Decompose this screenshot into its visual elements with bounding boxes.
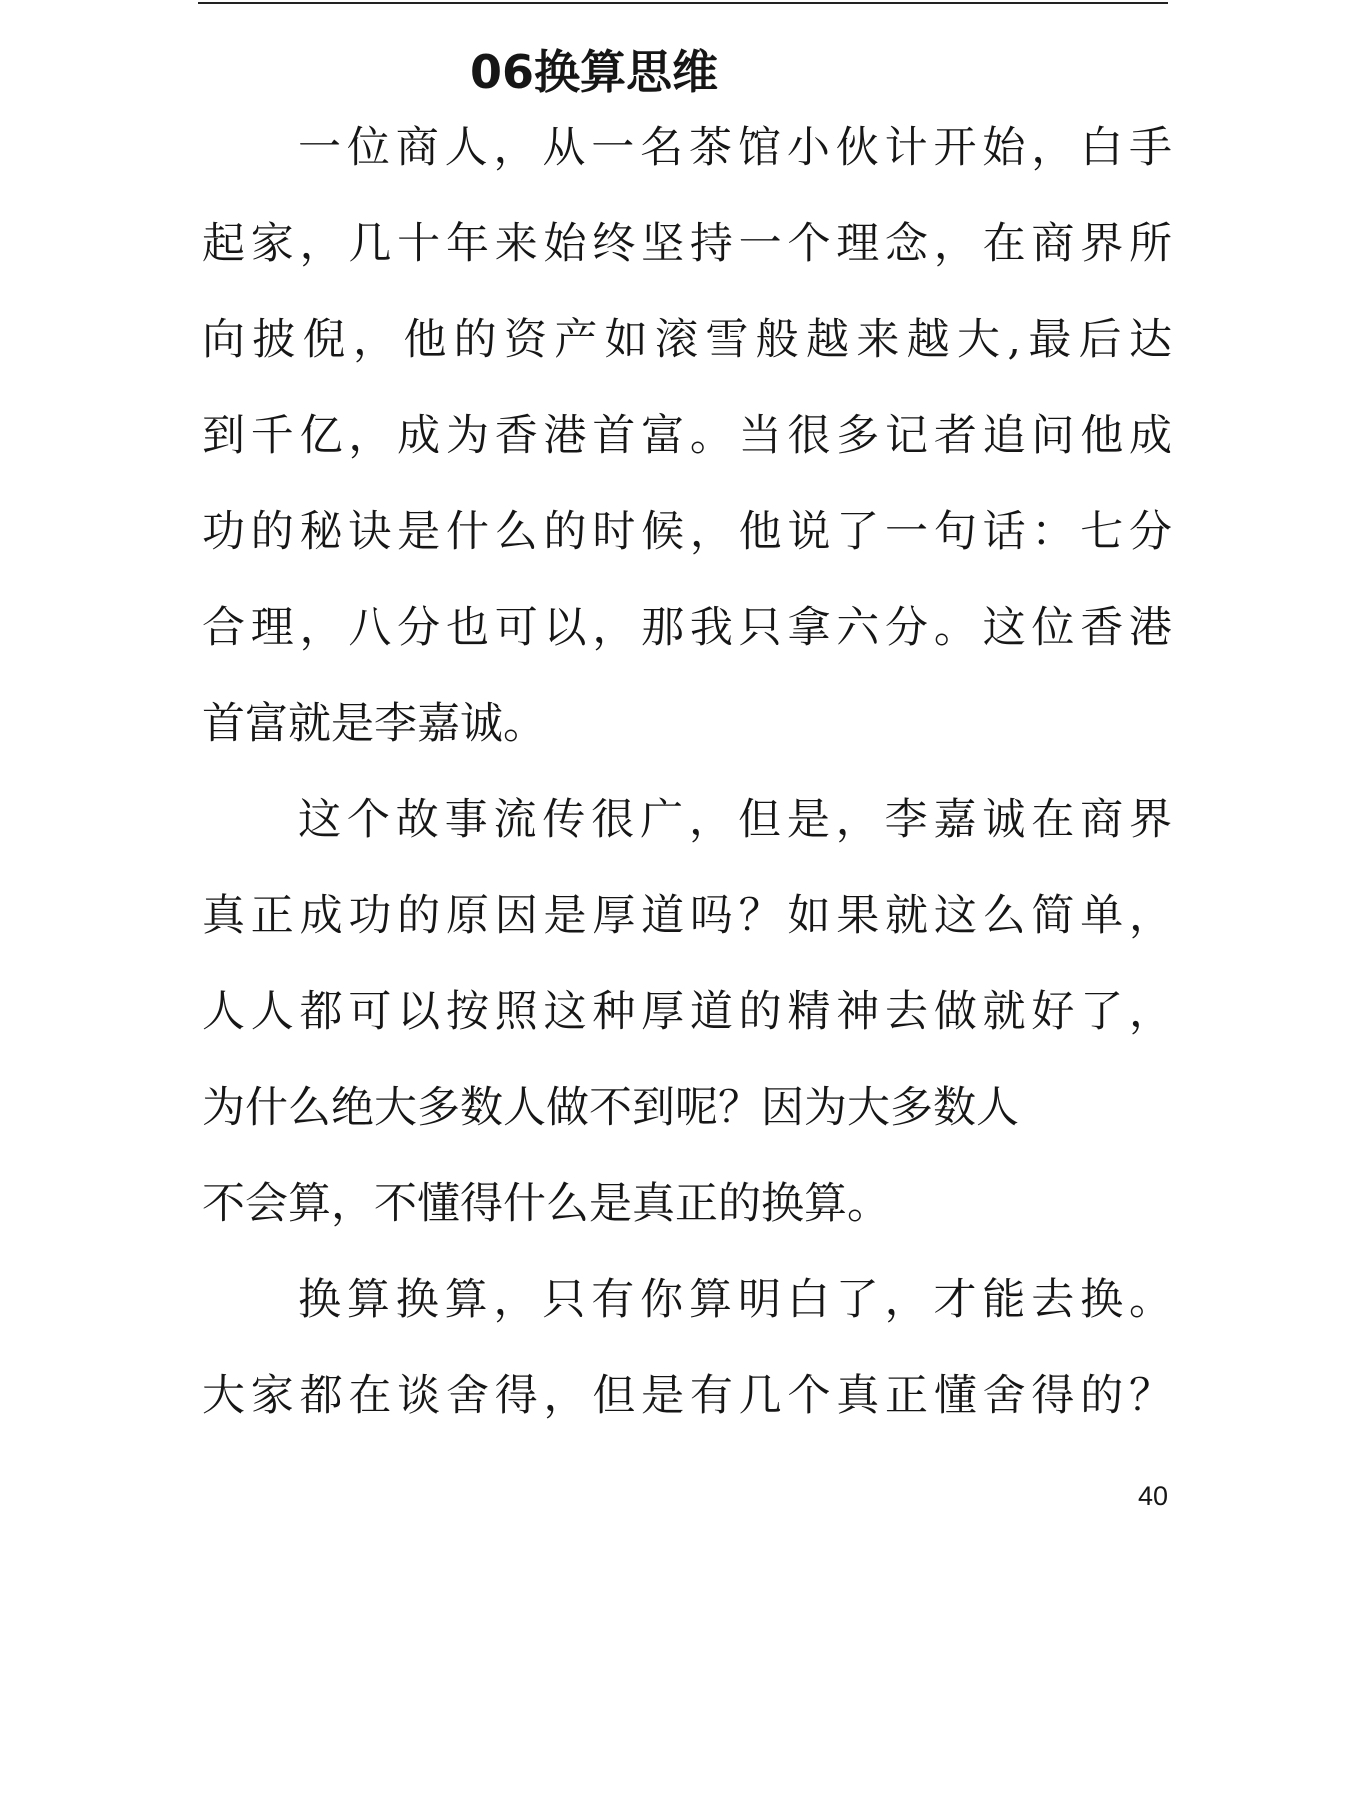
text-line: 到千亿，成为香港首富。当很多记者追问他成 bbox=[202, 411, 1172, 461]
text-line: 首富就是李嘉诚。 bbox=[202, 699, 546, 749]
text-line: 这个故事流传很广，但是，李嘉诚在商界 bbox=[298, 795, 1172, 845]
text-line: 起家，几十年来始终坚持一个理念，在商界所 bbox=[202, 219, 1172, 269]
text-line: 真正成功的原因是厚道吗？如果就这么简单， bbox=[202, 891, 1172, 941]
text-line: 不会算，不懂得什么是真正的换算。 bbox=[202, 1179, 890, 1229]
page-title: 06换算思维 bbox=[470, 45, 719, 99]
text-line: 功的秘诀是什么的时候，他说了一句话：七分 bbox=[202, 507, 1172, 557]
text-line: 人人都可以按照这种厚道的精神去做就好了， bbox=[202, 987, 1172, 1037]
top-rule bbox=[198, 2, 1168, 4]
paragraph-3 bbox=[202, 1252, 1172, 1444]
text-line: 换算换算，只有你算明白了，才能去换。 bbox=[298, 1275, 1172, 1325]
text-line: 一位商人，从一名茶馆小伙计开始，白手 bbox=[298, 123, 1172, 173]
text-line: 向披倪，他的资产如滚雪般越来越大,最后达 bbox=[202, 315, 1172, 365]
text-line: 大家都在谈舍得，但是有几个真正懂舍得的？ bbox=[202, 1371, 1172, 1421]
body-text bbox=[202, 100, 1172, 1444]
paragraph-1 bbox=[202, 100, 1172, 772]
paragraph-2 bbox=[202, 772, 1172, 1252]
text-line: 合理，八分也可以，那我只拿六分。这位香港 bbox=[202, 603, 1172, 653]
text-line: 为什么绝大多数人做不到呢？因为大多数人 bbox=[202, 1083, 1019, 1133]
page-number: 40 bbox=[1137, 1481, 1168, 1511]
